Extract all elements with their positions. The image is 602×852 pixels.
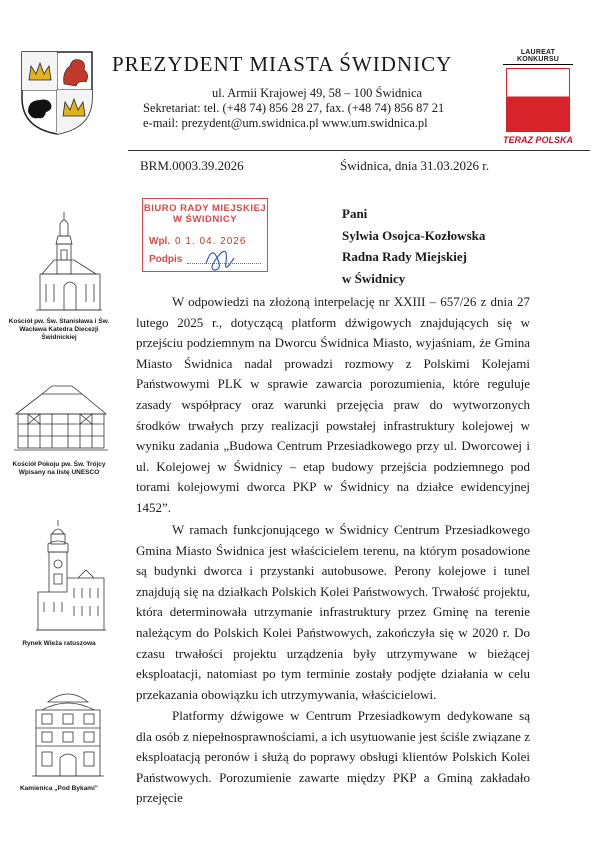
laureat-divider	[503, 64, 573, 65]
address-line: ul. Armii Krajowej 49, 58 – 100 Świdnica	[212, 86, 423, 100]
email-web-line: e-mail: prezydent@um.swidnica.pl www.um.swidnica.pl	[143, 116, 428, 130]
recipient-city: w Świdnicy	[342, 271, 406, 286]
stamp-wpl-date: 0 1. 04. 2026	[175, 236, 247, 247]
body-paragraph-1: W odpowiedzi na złożoną interpelację nr XXIII – 657/26 z dnia 27 lutego 2025 r., dotyczącą platform dźwigowych znajdujących się w przejściu podziemnym na Dworcu Świdnica Miasto, wyjaśniam, że Gmina Miasto Świdnica nadal prowadzi rozmowy z Polskimi Kolejami Państwowymi PLK w sprawie zawarcia porozumienia, które reguluje zasady współpracy oraz warunki przejęcia praw do wytworzonych środków trwałych przy realizacji powstałej infrastruktury kolejowej w wyniku zadania „Budowa Centrum Przesiadkowego przy ul. Dworcowej i ul. Kolejowej w Świdnicy – etap budowy przejścia podziemnego pod torami kolejowymi dworca PKP w Świdnicy na działce ewidencyjnej 1452”.	[136, 294, 530, 515]
town-hall-tower-sketch	[34, 518, 108, 634]
caption-cathedral: Kościół pw. Św. Stanisława i Św. Wacława Katedra Diecezji Świdnickiej	[8, 318, 110, 341]
body-paragraph-2: W ramach funkcjonującego w Świdnicy Centrum Przesiadkowego Gmina Miasto Świdnica jest właścicielem terenu, na którym posadowione są budynki dworca i przystanki autobusowe. Perony kolejowe i tunel znajdują się na działkach Polskich Kolei Państwowych. Trwałość projektu, która determinowała utrzymanie infrastruktury przez Gminę na terenie należącym do Polskich Kolei Państwowych, zakończyła się w 2020 r. Do czasu trwałości projektu urządzenia były utrzymywane w bieżącej eksploatacji, natomiast po tym terminie zostały podjęte działania w celu przekazania obowiązku ich utrzymywania, właścicielowi.	[136, 522, 530, 702]
page-title: PREZYDENT MIASTA ŚWIDNICY	[112, 52, 453, 76]
coat-of-arms	[20, 50, 94, 136]
church-of-peace-sketch	[12, 384, 110, 454]
stamp-heading	[143, 203, 267, 225]
handwritten-signature	[200, 240, 240, 276]
teraz-polska-label: TERAZ POLSKA	[502, 135, 573, 145]
stamp-line1: BIURO RADY MIEJSKIEJ	[143, 203, 267, 214]
stamp-podpis-label: Podpis	[149, 254, 183, 265]
tenement-sketch	[30, 688, 106, 780]
caption-town-hall: Rynek Wieża ratuszowa	[22, 640, 96, 647]
reference-number: BRM.0003.39.2026	[140, 158, 244, 173]
body-paragraph-3: Platformy dźwigowe w Centrum Przesiadkowym dedykowane są dla osób z niepełnosprawnościami, a ich usytuowanie jest ściśle związane z eksploatacją peronów i służą do poprawy obsługi klientów Polskich Kolei Państwowych. Porozumienie zawarte między PKP a Gminą zakładało przejęcie	[136, 708, 530, 806]
flag-icon	[506, 68, 570, 132]
recipient-name: Sylwia Osojca-Kozłowska	[342, 228, 486, 243]
cathedral-sketch	[34, 210, 104, 314]
caption-church-of-peace: Kościół Pokoju pw. Św. Trójcy Wpisany na listę UNESCO	[12, 461, 106, 476]
recipient-salutation: Pani	[342, 206, 368, 221]
stamp-line2: W ŚWIDNICY	[172, 214, 238, 225]
stamp-wpl-label: Wpl.	[149, 236, 171, 247]
phone-line: Sekretariat: tel. (+48 74) 856 28 27, fax. (+48 74) 856 87 21	[143, 101, 445, 115]
caption-pod-bykami: Kamienica „Pod Bykami”	[19, 785, 99, 792]
letter-date: Świdnica, dnia 31.03.2026 r.	[340, 158, 490, 173]
header-divider	[128, 150, 590, 151]
teraz-polska-emblem	[500, 49, 576, 145]
recipient-role: Radna Rady Miejskiej	[342, 249, 467, 264]
laureat-label: LAUREAT KONKURSU	[516, 49, 560, 63]
